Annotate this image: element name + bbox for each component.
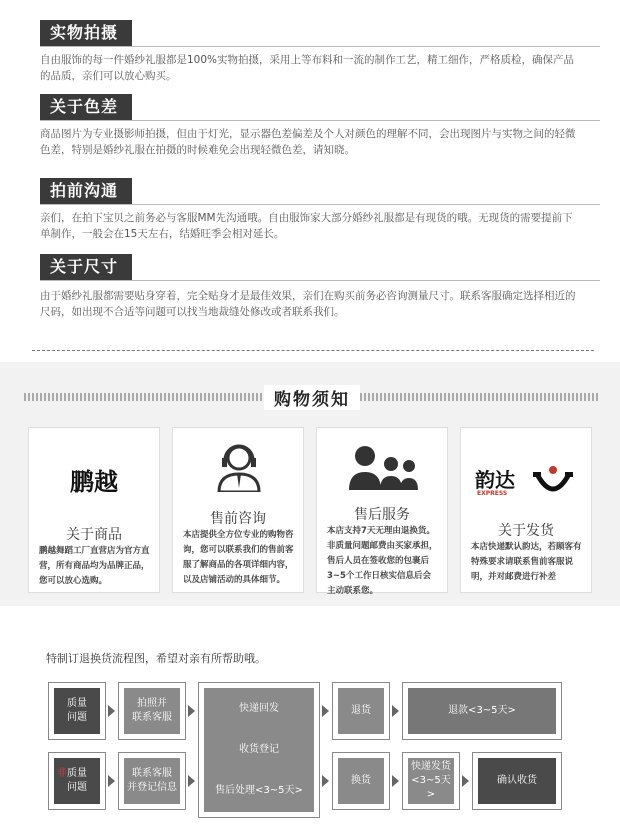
- arrow-right-icon: [392, 775, 399, 787]
- flow-confirm-receipt-label: 确认收货: [478, 758, 556, 804]
- arrow-right-icon: [322, 705, 329, 717]
- card-title-aftersale: 售后服务: [354, 507, 410, 523]
- flow-caption: 特制订退换货流程图，希望对亲有所帮助哦。: [46, 652, 266, 665]
- section-text-photo: 自由服饰的每一件婚纱礼服都是100%实物拍摄，采用上等布料和一流的制作工艺，精工细作，严格质检，确保产品的品质，亲们可以放心购买。: [40, 54, 575, 82]
- arrow-right-icon: [188, 705, 195, 717]
- section-text-color: 商品图片为专业摄影师拍摄，但由于灯光，显示器色差偏差及个人对颜色的理解不同，会出现图片与实物之间的轻微色差，特别是婚纱礼服在拍摄的时候难免会出现轻微色差，请知晓。: [40, 128, 576, 156]
- notice-title: 购物须知: [264, 385, 360, 410]
- arrow-right-icon: [108, 775, 115, 787]
- arrow-right-icon: [188, 775, 195, 787]
- flow-refund-label: 退款<3~5天>: [408, 688, 556, 734]
- customer-service-icon: [213, 440, 265, 492]
- card-aftersale: [316, 427, 448, 596]
- flow-refund: [402, 682, 562, 740]
- divider: [40, 120, 600, 121]
- card-presale: [172, 427, 304, 593]
- notice-header: [24, 380, 600, 414]
- flow-confirm-receipt: [472, 752, 562, 810]
- flow-contact-register-label: 联系客服 并登记信息: [124, 758, 180, 804]
- card-product: [28, 427, 160, 593]
- flow-quality-issue: [48, 682, 106, 740]
- flow-center-process-bg: [204, 688, 314, 812]
- flow-exchange: [332, 752, 390, 810]
- arrow-right-icon: [322, 775, 329, 787]
- card-shipping: [460, 427, 592, 593]
- flow-photo-contact-label: 拍照并 联系客服: [124, 688, 180, 734]
- flow-express-ship-label: 快递发货 <3~5天>: [408, 758, 454, 804]
- stripe-decoration: [360, 393, 600, 401]
- flow-contact-register: [118, 752, 186, 810]
- flow-after-sale: 售后处理<3~5天>: [215, 785, 303, 797]
- flow-receive-register: 收货登记: [239, 743, 279, 755]
- flow-express-return: 快递回发: [239, 702, 279, 714]
- flow-non-quality-inner: [54, 758, 100, 804]
- card-title-shipping: 关于发货: [498, 523, 554, 539]
- card-title-product: 关于商品: [66, 527, 122, 543]
- flow-non-quality-issue: [48, 752, 106, 810]
- pengyue-logo: 鹏越: [70, 468, 118, 496]
- stripe-decoration: [24, 393, 264, 401]
- flow-return-goods: [332, 682, 390, 740]
- section-title-color: 关于色差: [40, 94, 132, 120]
- service-team-icon: [343, 440, 425, 492]
- flow-return-goods-label: 退货: [338, 688, 384, 734]
- flow-non-quality-label: 质量 问题: [67, 768, 87, 793]
- divider: [40, 280, 600, 281]
- section-title-size: 关于尺寸: [40, 254, 132, 280]
- card-text-product: 鹏越舞蹈工厂直营店为官方直营，所有商品均为品牌正品，您可以放心选购。: [39, 546, 150, 586]
- yunda-express-text: EXPRESS: [477, 490, 508, 497]
- section-title-communication: 拍前沟通: [40, 178, 132, 204]
- section-title-photo: 实物拍摄: [40, 20, 132, 46]
- card-text-aftersale: 本店支持7天无理由退换货。非质量问题邮费由买家承担，售后人员在签收您的包裹后3~5个工作日核实信息后会主动联系您。: [327, 526, 438, 596]
- flow-exchange-label: 换货: [338, 758, 384, 804]
- non-quality-mark: 非: [57, 768, 67, 779]
- divider: [40, 204, 600, 205]
- flow-quality-issue-label: 质量 问题: [54, 688, 100, 734]
- arrow-right-icon: [462, 775, 469, 787]
- flow-express-ship: [402, 752, 460, 810]
- arrow-right-icon: [392, 705, 399, 717]
- divider: [40, 46, 600, 47]
- card-title-presale: 售前咨询: [210, 511, 266, 527]
- card-text-shipping: 本店快递默认韵达，若顾客有特殊要求请联系售前客服说明，并对邮费进行补差: [471, 542, 582, 582]
- card-text-presale: 本店提供全方位专业的购物咨询，您可以联系我们的售前客服了解商品的各项详细内容，以及店铺活动的具体细节。: [183, 530, 294, 585]
- arrow-right-icon: [108, 705, 115, 717]
- section-text-communication: 亲们，在拍下宝贝之前务必与客服MM先沟通哦。自由服饰家大部分婚纱礼服都是有现货的哦。无现货的需要提前下单制作，一般会在15天左右，结婚旺季会相对延长。: [40, 212, 573, 240]
- flow-center-process: [198, 682, 320, 818]
- yunda-logo: [475, 464, 579, 504]
- dashed-divider: [32, 350, 594, 351]
- section-text-size: 由于婚纱礼服都需要贴身穿着，完全贴身才是最佳效果，亲们在购买前务必咨询测量尺寸。联系客服确定选择相近的尺码，如出现不合适等问题可以找当地裁缝处修改或者联系我们。: [40, 290, 576, 318]
- flow-photo-contact: [118, 682, 186, 740]
- yunda-logo-text: 韵达: [475, 468, 515, 492]
- yunda-smile-icon: [533, 464, 573, 496]
